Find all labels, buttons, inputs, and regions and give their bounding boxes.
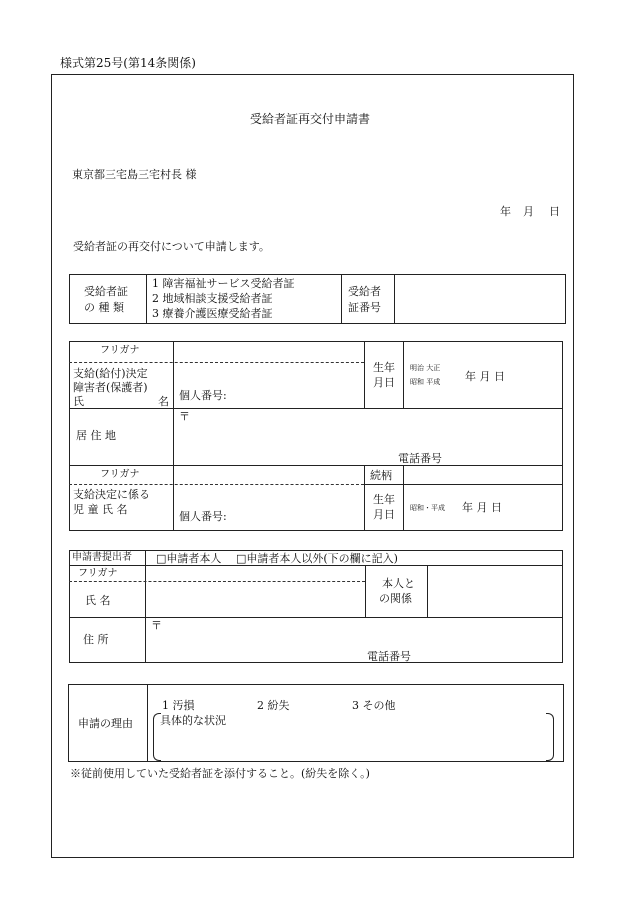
reason-option-other[interactable]: 3 その他 [352,699,396,712]
reason-label: 申請の理由 [78,717,133,730]
child-birth-ymd: 年 月 日 [462,501,502,514]
cert-option-3[interactable]: 3 療養介護医療受給者証 [152,307,273,320]
child-name-label-1: 支給決定に係る [73,488,150,501]
child-era[interactable]: 昭和・平成 [410,504,445,512]
applicant-name-label-1: 支給(給付)決定 [73,367,148,380]
child-birth-label-2: 月日 [373,508,395,521]
applicant-address-field[interactable] [175,410,561,463]
applicant-birth-label: 生年 [373,361,395,374]
submitter-label: 申請書提出者 [72,552,132,563]
applicant-birth-label-2: 月日 [373,376,395,389]
cert-number-field[interactable] [396,276,564,322]
applicant-mynumber-label: 個人番号: [179,389,227,402]
child-furigana-label: フリガナ [100,469,140,480]
applicant-era-line2[interactable]: 昭和 平成 [410,378,441,386]
submitter-phone-label: 電話番号 [367,650,411,663]
detail-bracket-right [546,713,554,761]
reason-detail-field[interactable] [162,728,544,756]
applicant-phone-label: 電話番号 [398,452,442,465]
submitter-relation-label-2: の関係 [379,592,412,605]
submitter-other-checkbox[interactable]: □申請者本人以外(下の欄に記入) [236,552,398,565]
child-name-label-2: 児 童 氏 名 [73,503,128,516]
applicant-name-label-2: 障害者(保護者) [73,381,148,394]
submitter-address-label: 住 所 [83,633,109,646]
applicant-birth-ymd: 年 月 日 [465,370,505,383]
date-month: 月 [523,205,534,218]
cert-option-2[interactable]: 2 地域相談支援受給者証 [152,292,273,305]
submitter-postal-mark: 〒 [151,619,162,632]
applicant-era-line1[interactable]: 明治 大正 [410,364,441,372]
applicant-name-label-3a: 氏 [73,395,84,408]
applicant-name-label-3b: 名 [158,395,169,408]
date-year: 年 [500,205,511,218]
submitter-furigana-label: フリガナ [78,568,118,579]
cert-number-label-2: 証番号 [348,301,381,314]
date-day: 日 [549,205,560,218]
submitter-relation-label: 本人と [382,577,415,590]
submitter-name-field[interactable] [147,567,363,615]
submitter-address-field[interactable] [147,619,561,661]
child-furigana-field[interactable] [175,467,362,483]
cert-number-label: 受給者 [348,285,381,298]
submitter-self-checkbox[interactable]: □申請者本人 [156,552,222,565]
addressee: 東京都三宅島三宅村長 様 [72,168,197,181]
attachment-note: ※従前使用していた受給者証を添付すること。(紛失を除く。) [70,767,370,780]
reason-detail-label: 具体的な状況 [160,714,226,727]
submitter-name-label: 氏 名 [85,594,111,607]
applicant-furigana-field[interactable] [175,343,362,361]
form-title: 受給者証再交付申請書 [250,112,371,126]
child-mynumber-label: 個人番号: [179,510,227,523]
intro-text: 受給者証の再交付について申請します。 [73,240,270,253]
reason-option-lost[interactable]: 2 紛失 [257,699,290,712]
form-number-label: 様式第25号(第14条関係) [60,56,196,70]
applicant-postal-mark: 〒 [179,410,190,423]
cert-type-label-2: の 種 類 [84,301,124,314]
child-relation-label: 続柄 [370,469,392,482]
applicant-furigana-label: フリガナ [100,345,140,356]
submitter-relation-field[interactable] [429,567,561,615]
reason-option-soiled[interactable]: 1 汚損 [162,699,195,712]
child-birth-label: 生年 [373,493,395,506]
address-label: 居 住 地 [76,429,116,442]
cert-type-label: 受給者証 [84,285,128,298]
cert-option-1[interactable]: 1 障害福祉サービス受給者証 [152,277,295,290]
